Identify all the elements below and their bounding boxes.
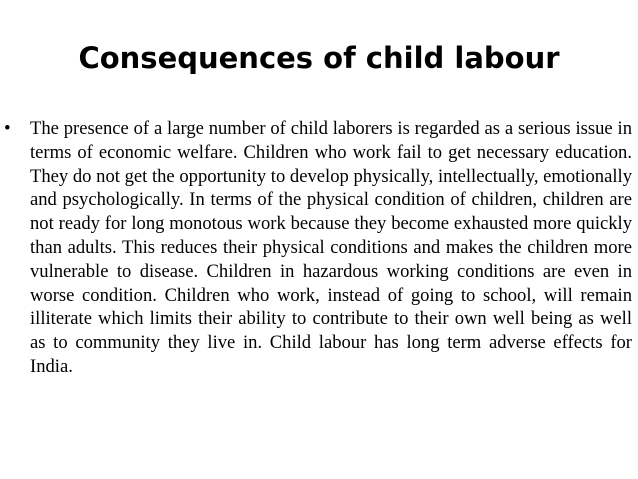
bullet-text: The presence of a large number of child laborers is regarded as a serious issue in terms of economic welfare. Children who work fail to get necessary education. They do not get the opportunity to develop physically, intellectually, emotionally and psychologically. In terms of the physical condition of children, children are not ready for long monotous work because they become exhausted more quickly than adults. This reduces their physical conditions and makes the children more vulnerable to disease. Children in hazardous working conditions are even in worse condition. Children who work, instead of going to school, will remain illiterate which limits their ability to contribute to their own well being as well as to community they live in. Child labour has long term adverse effects for India. xyxy=(30,118,632,377)
bullet-marker: • xyxy=(4,118,11,139)
slide-title: Consequences of child labour xyxy=(78,41,560,75)
